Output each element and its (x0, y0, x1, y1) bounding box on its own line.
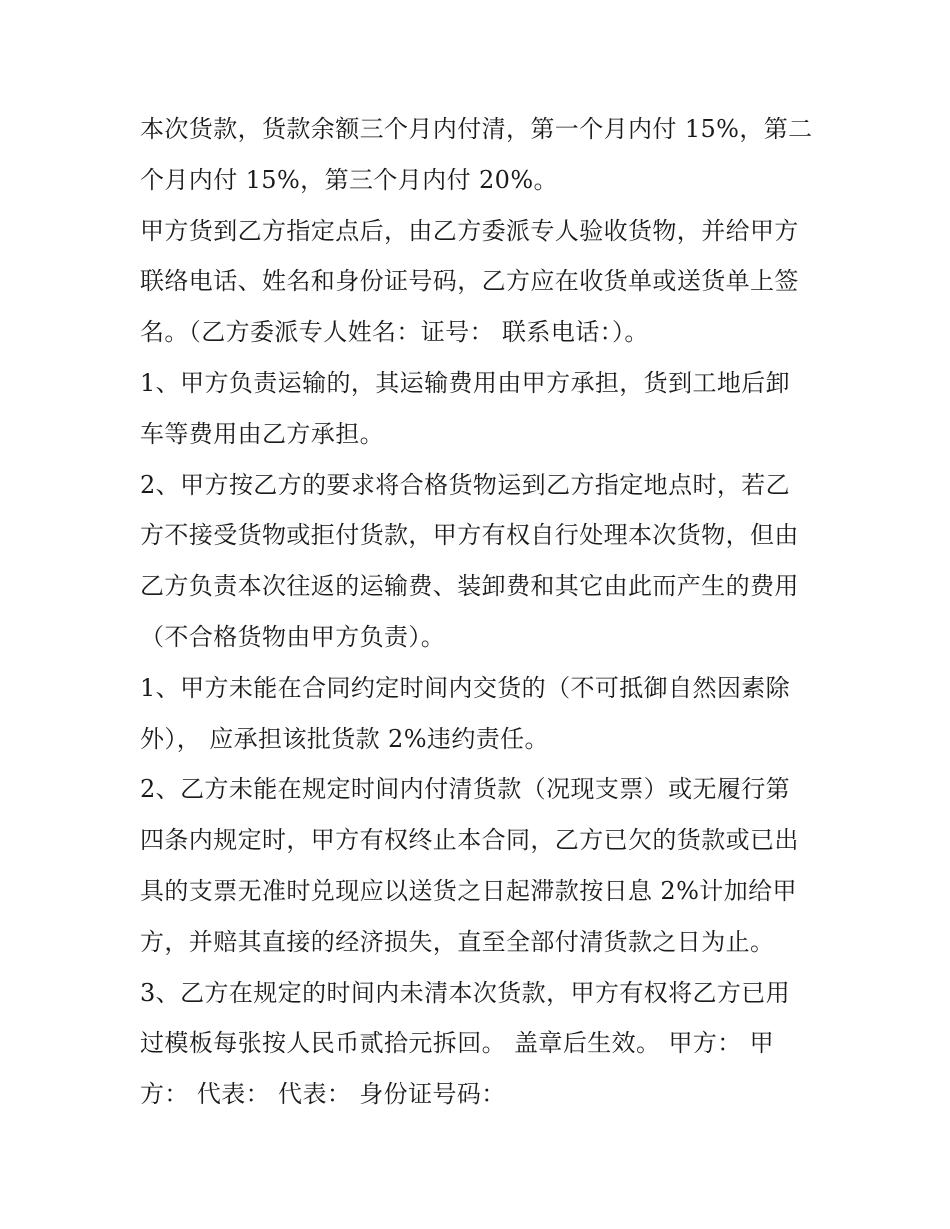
text-line: 3、乙方在规定的时间内未清本次货款，甲方有权将乙方已用 (140, 978, 791, 1007)
text-line: 名。（乙方委派专人姓名：证号： 联系电话：）。 (140, 318, 649, 347)
text-line: 联络电话、姓名和身份证号码，乙方应在收货单或送货单上签 (140, 267, 799, 296)
text-line: 2、甲方按乙方的要求将合格货物运到乙方指定地点时，若乙 (140, 470, 791, 499)
document-body (140, 104, 820, 1120)
text-line: 本次货款，货款余额三个月内付清，第一个月内付 15%，第二 (140, 115, 813, 143)
text-line: 方： 代表： 代表： 身份证号码： (140, 1080, 506, 1109)
text-line: 1、甲方未能在合同约定时间内交货的（不可抵御自然因素除 (140, 673, 791, 702)
text-line: 车等费用由乙方承担。 (140, 419, 384, 448)
text-line: 外）， 应承担该批货款 2%违约责任。 (140, 724, 549, 753)
text-line: 四条内规定时，甲方有权终止本合同，乙方已欠的货款或已出 (140, 826, 799, 855)
text-line: 个月内付 15%，第三个月内付 20%。 (140, 165, 558, 194)
text-line: 过模板每张按人民币贰拾元拆回。 盖章后生效。 甲方： 甲 (140, 1029, 775, 1058)
text-line: 2、乙方未能在规定时间内付清货款（况现支票）或无履行第 (140, 775, 791, 804)
text-line: 方，并赔其直接的经济损失，直至全部付清货款之日为止。 (140, 927, 775, 956)
text-line: （不合格货物由甲方负责）。 (140, 622, 446, 651)
text-line: 1、甲方负责运输的，其运输费用由甲方承担，货到工地后卸 (140, 368, 791, 397)
text-line: 具的支票无准时兑现应以送货之日起滞款按日息 2%计加给甲 (140, 876, 797, 905)
text-line: 乙方负责本次往返的运输费、装卸费和其它由此而产生的费用 (140, 572, 799, 601)
text-line: 甲方货到乙方指定点后，由乙方委派专人验收货物，并给甲方 (140, 216, 799, 245)
text-line: 方不接受货物或拒付货款，甲方有权自行处理本次货物，但由 (140, 521, 799, 550)
